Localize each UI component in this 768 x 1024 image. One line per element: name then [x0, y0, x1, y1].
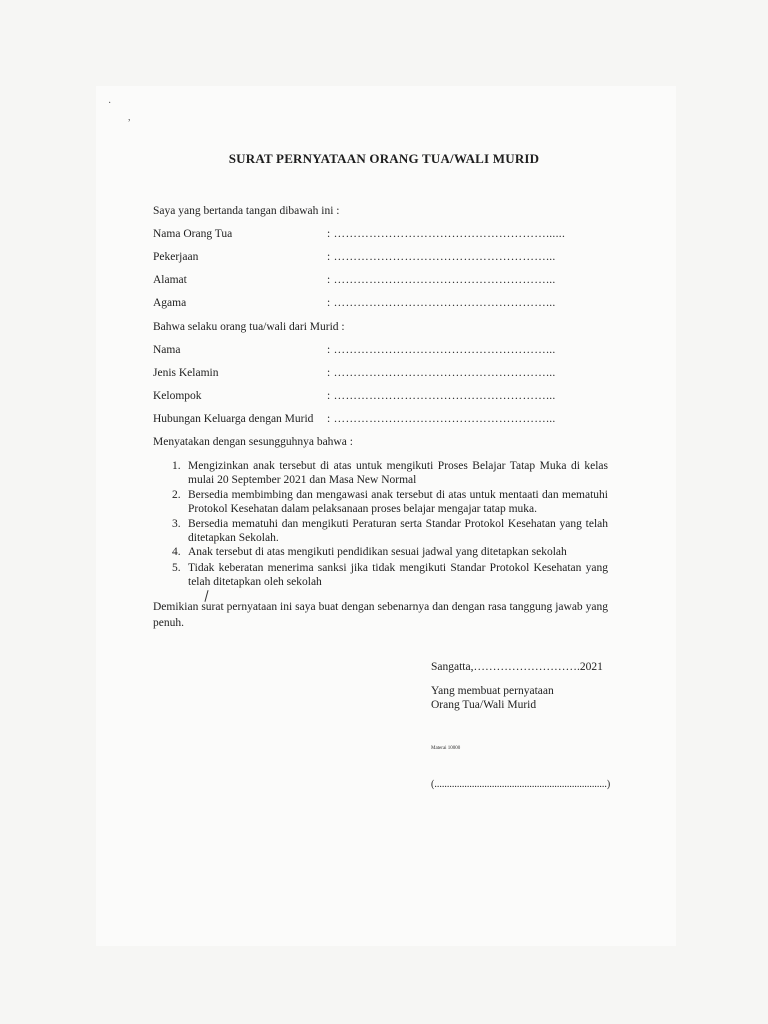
- field-fill-relationship: : ………………………………………………...: [327, 413, 556, 425]
- closing-paragraph: Demikian surat pernyataan ini saya buat dengan sebenarnya dan dengan rasa tanggung jawab yang penuh.: [153, 601, 608, 629]
- intro-text: Saya yang bertanda tangan dibawah ini :: [153, 205, 340, 217]
- field-fill-parent-name: : ………………………………………………......: [327, 228, 566, 240]
- field-label-address: Alamat: [153, 274, 187, 286]
- statement-number: 2.: [172, 489, 181, 501]
- statement-item: Bersedia mematuhi dan mengikuti Peraturan serta Standar Protokol Kesehatan yang telah ditetapkan Sekolah.: [188, 518, 608, 544]
- field-fill-occupation: : ………………………………………………...: [327, 251, 556, 263]
- field-fill-gender: : ………………………………………………...: [327, 367, 556, 379]
- field-label-parent-name: Nama Orang Tua: [153, 228, 233, 240]
- scan-speck: ·: [108, 98, 112, 109]
- place-date-line: Sangatta,……………………….2021: [431, 661, 603, 673]
- statement-intro-text: Menyatakan dengan sesungguhnya bahwa :: [153, 436, 353, 448]
- field-fill-group: : ………………………………………………...: [327, 390, 556, 402]
- maker-role-line: Orang Tua/Wali Murid: [431, 699, 537, 711]
- maker-line: Yang membuat pernyataan: [431, 685, 554, 697]
- statement-number: 4.: [172, 546, 181, 558]
- field-label-occupation: Pekerjaan: [153, 251, 199, 263]
- statement-number: 3.: [172, 518, 181, 530]
- signature-name-line: (.....................................................................): [431, 779, 611, 790]
- statement-item: Bersedia membimbing dan mengawasi anak tersebut di atas untuk mentaati dan mematuhi Protokol Kesehatan dalam pelaksanaan proses belajar mengajar tatap muka.: [188, 489, 608, 515]
- statement-item: Tidak keberatan menerima sanksi jika tidak mengikuti Standar Protokol Kesehatan yang telah ditetapkan oleh sekolah: [188, 562, 608, 588]
- field-label-relationship: Hubungan Keluarga dengan Murid: [153, 413, 314, 425]
- stamp-note: Materai 10000: [431, 746, 461, 751]
- field-fill-religion: : ………………………………………………...: [327, 297, 556, 309]
- statement-item: Mengizinkan anak tersebut di atas untuk mengikuti Proses Belajar Tatap Muka di kelas mulai 20 September 2021 dan Masa New Normal: [188, 460, 608, 486]
- field-label-religion: Agama: [153, 297, 187, 309]
- document-title: SURAT PERNYATAAN ORANG TUA/WALI MURID: [228, 151, 540, 166]
- scan-speck: ,: [128, 112, 131, 123]
- student-intro-text: Bahwa selaku orang tua/wali dari Murid :: [153, 321, 345, 333]
- statement-number: 5.: [172, 562, 181, 574]
- field-label-student-name: Nama: [153, 344, 181, 356]
- statement-item: Anak tersebut di atas mengikuti pendidikan sesuai jadwal yang ditetapkan sekolah: [188, 546, 567, 558]
- statement-number: 1.: [172, 460, 181, 472]
- field-label-gender: Jenis Kelamin: [153, 367, 219, 379]
- field-label-group: Kelompok: [153, 390, 202, 402]
- field-fill-student-name: : ………………………………………………...: [327, 344, 556, 356]
- field-fill-address: : ………………………………………………...: [327, 274, 556, 286]
